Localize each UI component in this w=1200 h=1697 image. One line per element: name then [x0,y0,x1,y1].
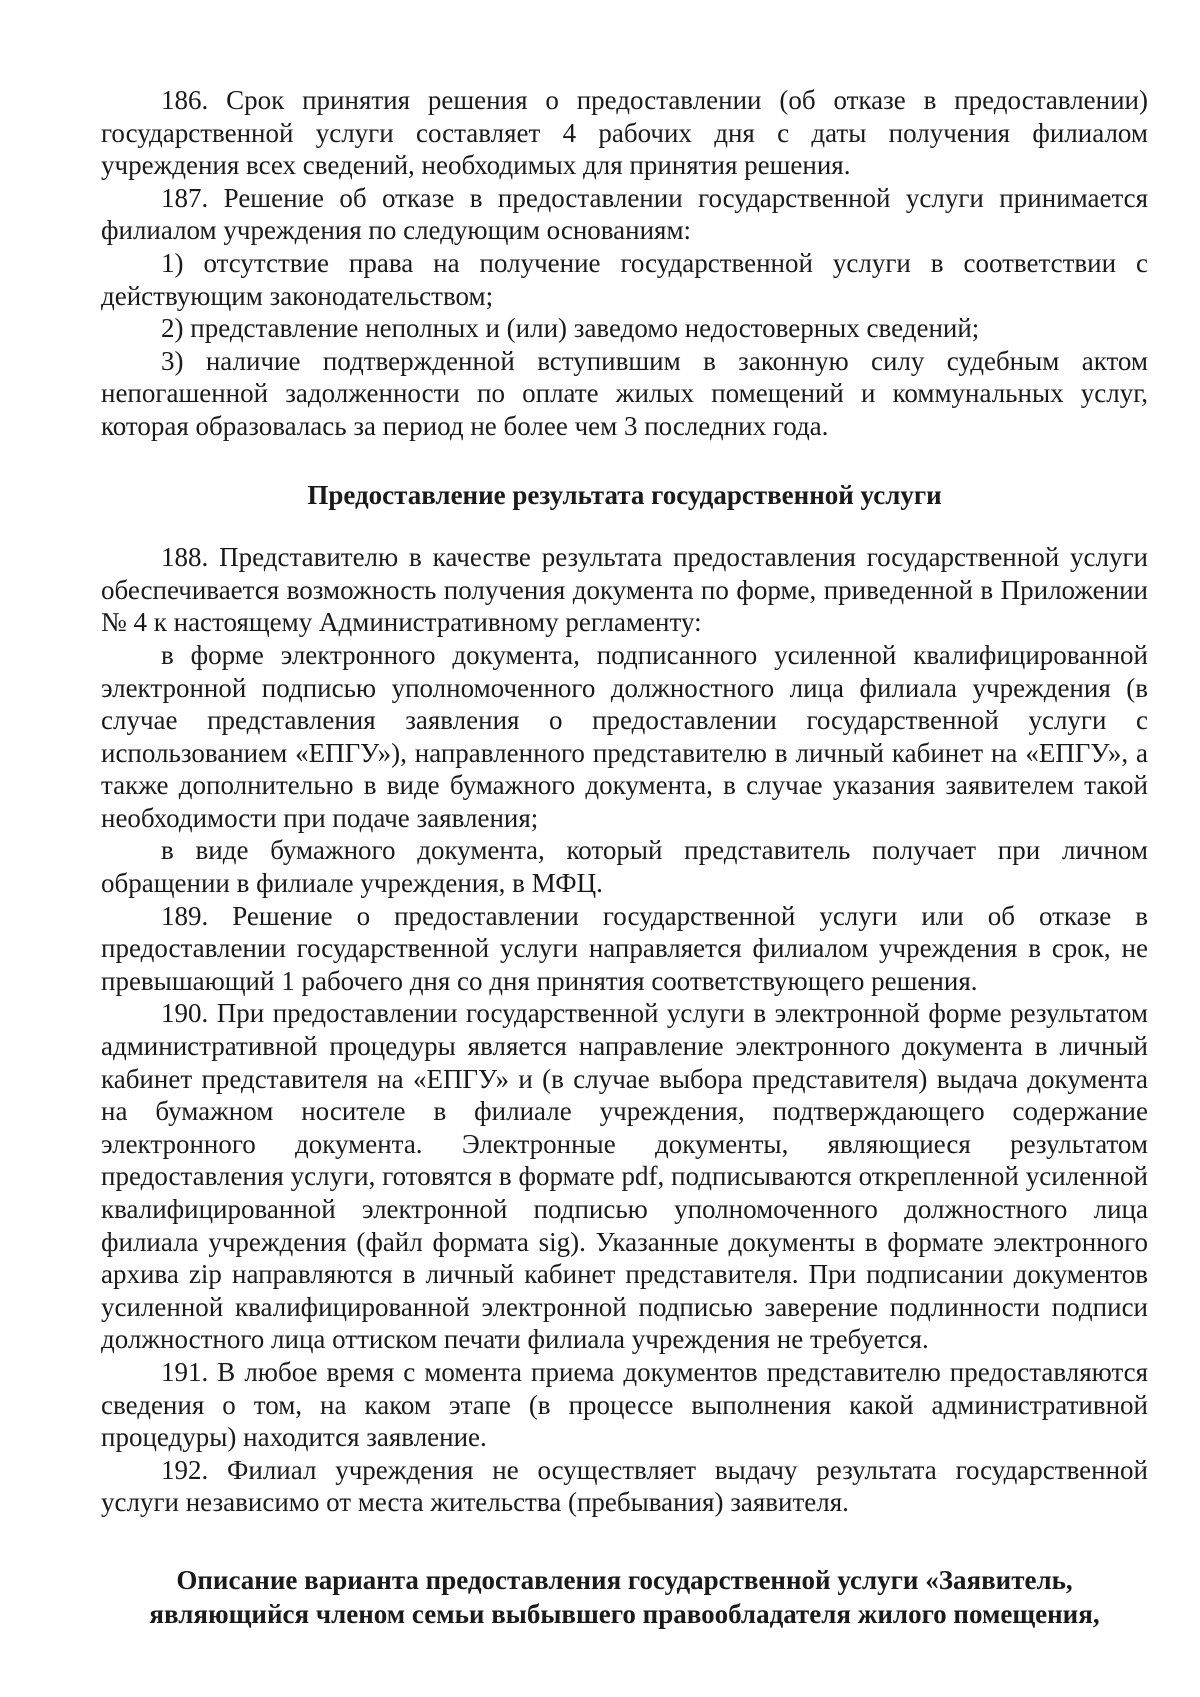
paragraph-paper-form: в виде бумажного документа, который представитель получает при личном обращении в филиале учреждения, в МФЦ. [101,835,1148,899]
paragraph-192: 192. Филиал учреждения не осуществляет выдачу результата государственной услуги независимо от места жительства (пребывания) заявителя. [101,1454,1148,1518]
paragraph-187: 187. Решение об отказе в предоставлении государственной услуги принимается филиалом учреждения по следующим основаниям: [101,182,1148,246]
list-item-2: 2) представление неполных и (или) заведомо недостоверных сведений; [161,313,980,344]
paragraph-191: 191. В любое время с момента приема документов представителю предоставляются сведения о том, на каком этапе (в процессе выполнения какой административной процедуры) находится заявление. [101,1356,1148,1453]
list-item-3: 3) наличие подтвержденной вступившим в законную силу судебным актом непогашенной задолженности по оплате жилых помещений и коммунальных услуг, которая образовалась за период не более чем 3 последних года. [101,345,1148,441]
paragraph-190: 190. При предоставлении государственной услуги в электронной форме результатом административной процедуры является направление электронного документа в личный кабинет представителя на «ЕПГУ» и (в случае выбора представителя) выдача документа на бумажном носителе в филиале учреждения, подтверждающего содержание электронного документа. Электронные документы, являющиеся результатом предоставления услуги, готовятся в формате pdf, подписываются открепленной усиленной квалифицированной электронной подписью уполномоченного должностного лица филиала учреждения (файл формата sig). Указанные документы в формате электронного архива zip направляются в личный кабинет представителя. При подписании документов усиленной квалифицированной электронной подписью заверение подлинности подписи должностного лица оттиском печати филиала учреждения не требуется. [101,998,1148,1355]
list-item-1: 1) отсутствие права на получение государственной услуги в соответствии с действующим законодательством; [101,247,1148,311]
document-body [101,84,1148,1631]
spacer [101,1519,1148,1563]
paragraph-186: 186. Срок принятия решения о предоставлении (об отказе в предоставлении) государственной услуги составляет 4 рабочих дня с даты получения филиалом учреждения всех сведений, необходимых для принятия решения. [101,85,1148,181]
paragraph-electronic-form: в форме электронного документа, подписанного усиленной квалифицированной электронной подписью уполномоченного должностного лица филиала учреждения (в случае представления заявления о предоставлении государственной услуги с использованием «ЕПГУ»), направленного представителю в личный кабинет на «ЕПГУ», а также дополнительно в виде бумажного документа, в случае указания заявителем такой необходимости при подаче заявления; [101,639,1148,833]
variant-heading-line-1: Описание варианта предоставления государственной услуги «Заявитель, [176,1564,1073,1595]
paragraph-189: 189. Решение о предоставлении государственной услуги или об отказе в предоставлении государственной услуги направляется филиалом учреждения в срок, не превышающий 1 рабочего дня со дня принятия соответствующего решения. [101,900,1148,996]
paragraph-188: 188. Представителю в качестве результата предоставления государственной услуги обеспечивается возможность получения документа по форме, приведенной в Приложении № 4 к настоящему Административному регламенту: [101,542,1148,638]
spacer [101,511,1148,541]
section-heading: Предоставление результата государственной услуги [307,479,942,510]
variant-heading-line-2: являющийся членом семьи выбывшего правообладателя жилого помещения, [149,1598,1100,1629]
spacer [101,443,1148,479]
